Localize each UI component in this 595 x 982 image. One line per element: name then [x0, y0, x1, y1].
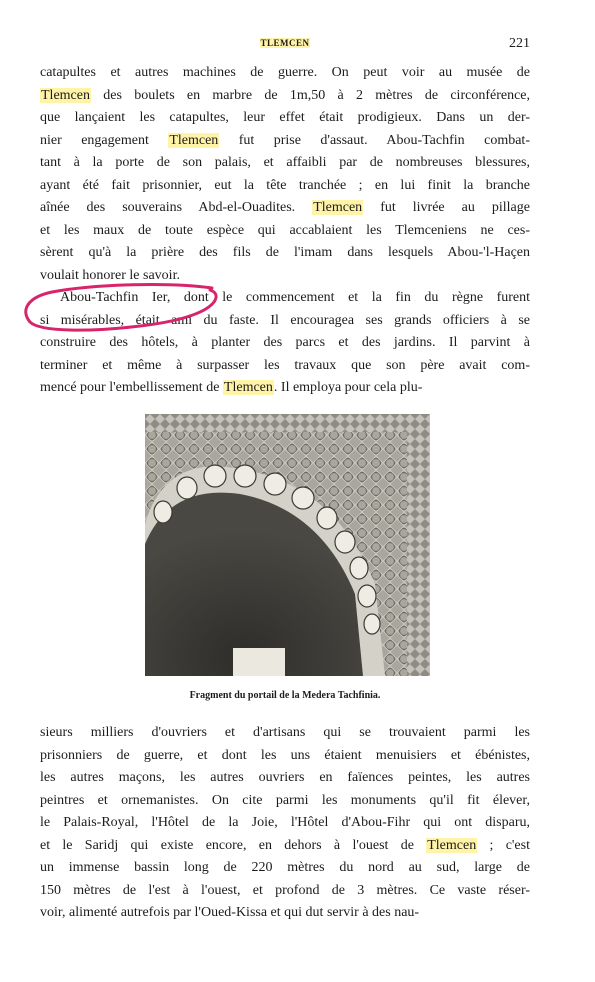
text-line: terminer et même à surpasser les travaux que son père avait com-: [40, 357, 530, 373]
text-line: sèrent qu'à la prière des fils de l'imam dans lesquels Abou-'l-Haçen: [40, 245, 530, 260]
highlighted-word: Tlemcen: [313, 200, 363, 215]
text-line: [40, 377, 530, 400]
text-line: construire des hôtels, à planter des parcs et des jardins. Il parvint à: [40, 335, 530, 350]
text-line: Abou-Tachfin Ier, dont le commencement et la fin du règne furent: [60, 290, 530, 305]
text-line: [40, 835, 530, 858]
text-segment: et le Saridj qui existe encore, en dehors à l'ouest de: [40, 837, 427, 853]
text-segment: fut prise d'assaut. Abou-Tachfin combat-: [219, 132, 530, 148]
header-title: TLEMCEN: [260, 38, 310, 48]
text-segment: des boulets en marbre de 1m,50 à 2 mètres de circonférence,: [90, 87, 530, 103]
text-segment: aînée des souverains Abd-el-Ouadites.: [40, 200, 313, 215]
figure-portal-image: [145, 414, 430, 676]
text-line: que lançaient les catapultes, leur effet était prodigieux. Dans un der-: [40, 110, 530, 125]
text-line: peintres et ornemanistes. On cite parmi les monuments qu'il fit élever,: [40, 792, 530, 808]
text-line: [40, 130, 530, 153]
portal-engraving: [145, 414, 430, 676]
text-line: sieurs milliers d'ouvriers et d'artisans qui se trouvaient parmi les: [40, 725, 530, 740]
text-line: et les maux de toute espèce qui accablaient les Tlemceniens ne ces-: [40, 222, 530, 238]
text-line: [40, 197, 530, 220]
highlighted-word: Tlemcen: [427, 837, 477, 853]
text-segment: ; c'est: [477, 837, 530, 853]
text-line: voulait honorer le savoir.: [40, 267, 180, 283]
paragraph-3: [40, 722, 530, 925]
highlighted-word: Tlemcen: [41, 87, 90, 103]
text-line: un immense bassin long de 220 mètres du nord au sud, large de: [40, 860, 530, 875]
text-line: ayant été fait prisonnier, eut la tête tranchée ; en lui finit la branche: [40, 177, 530, 193]
text-segment: mencé pour l'embellissement de: [40, 380, 223, 395]
text-line: [40, 85, 530, 108]
text-segment: fut livrée au pillage: [363, 200, 530, 215]
text-segment: nier engagement: [40, 132, 169, 148]
text-line: les autres maçons, les autres ouvriers en faïences peintes, les autres: [40, 770, 530, 785]
text-line: 150 mètres de l'est à l'ouest, et profond de 3 mètres. Ce vaste réser-: [40, 882, 530, 898]
page-number: 221: [509, 36, 530, 51]
running-header: [40, 38, 530, 54]
highlighted-word: Tlemcen: [223, 380, 273, 395]
text-line: si misérables, était ami du faste. Il encouragea ses grands officiers à se: [40, 312, 530, 328]
text-line: le Palais-Royal, l'Hôtel de la Joie, l'Hôtel d'Abou-Fihr qui ont disparu,: [40, 815, 530, 830]
highlighted-word: Tlemcen: [169, 132, 219, 148]
paragraph-2: [40, 287, 530, 400]
text-line: prisonniers de guerre, et dont les uns étaient menuisiers et ébénistes,: [40, 747, 530, 763]
text-segment: . Il employa pour cela plu-: [273, 380, 423, 395]
text-line: voir, alimenté autrefois par l'Oued-Kissa et qui dut servir à des nau-: [40, 905, 420, 920]
figure-caption: Fragment du portail de la Medera Tachfinia.: [189, 690, 381, 701]
text-line: tant à la porte de son palais, et affaibli par de nombreuses blessures,: [40, 155, 530, 170]
text-line: catapultes et autres machines de guerre. On peut voir au musée de: [40, 65, 530, 80]
paragraph-1: [40, 62, 530, 287]
